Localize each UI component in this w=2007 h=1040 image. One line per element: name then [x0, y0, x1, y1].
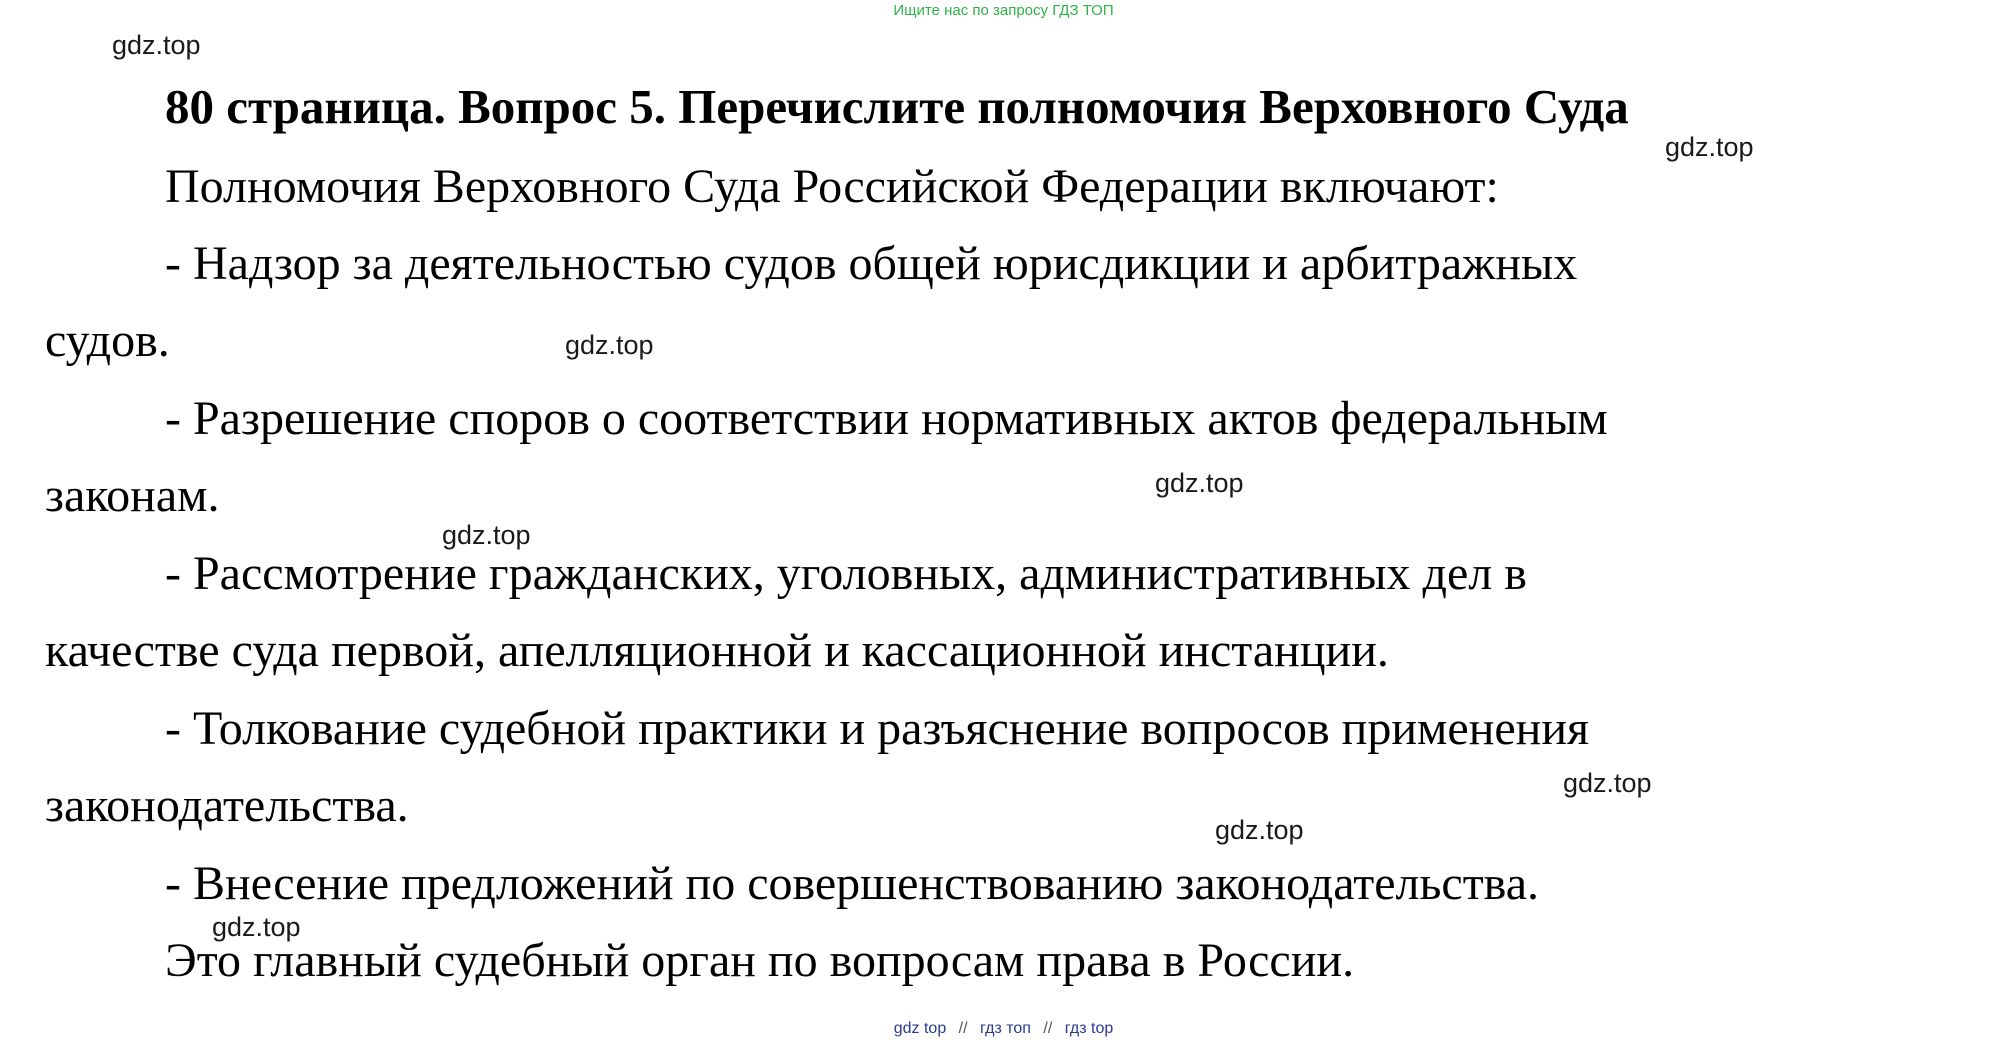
watermark: gdz.top — [565, 330, 654, 360]
footer-links — [0, 1020, 2007, 1038]
watermark: gdz.top — [112, 30, 201, 60]
search-banner: Ищите нас по запросу ГДЗ ТОП — [893, 2, 1114, 19]
watermark: gdz.top — [1155, 468, 1244, 498]
closing-line: Это главный судебный орган по вопросам права в России. — [165, 934, 1355, 987]
watermark: gdz.top — [442, 520, 531, 550]
text-line: - Разрешение споров о соответствии нормативных актов федеральным — [165, 392, 1608, 445]
footer-link[interactable]: гдз топ — [980, 1020, 1031, 1037]
text-line: - Внесение предложений по совершенствованию законодательства. — [165, 857, 1539, 910]
text-line: - Рассмотрение гражданских, уголовных, административных дел в — [165, 547, 1527, 600]
footer-separator: // — [958, 1020, 968, 1037]
footer-link[interactable]: gdz top — [893, 1020, 947, 1037]
text-line: - Надзор за деятельностью судов общей юрисдикции и арбитражных — [165, 237, 1578, 290]
watermark: gdz.top — [1215, 815, 1304, 845]
text-line: - Толкование судебной практики и разъяснение вопросов применения — [165, 702, 1590, 755]
watermark: gdz.top — [212, 912, 301, 942]
text-line: качестве суда первой, апелляционной и кассационной инстанции. — [45, 624, 1389, 677]
footer-link[interactable]: гдз top — [1064, 1020, 1114, 1037]
text-line: законам. — [45, 469, 220, 522]
intro-line: Полномочия Верховного Суда Российской Федерации включают: — [165, 160, 1499, 213]
watermark: gdz.top — [1665, 132, 1754, 162]
text-line: судов. — [45, 314, 170, 367]
page-title: 80 страница. Вопрос 5. Перечислите полномочия Верховного Суда — [165, 79, 1629, 134]
watermark: gdz.top — [1563, 768, 1652, 798]
text-line: законодательства. — [45, 779, 409, 832]
footer-separator: // — [1043, 1020, 1053, 1037]
